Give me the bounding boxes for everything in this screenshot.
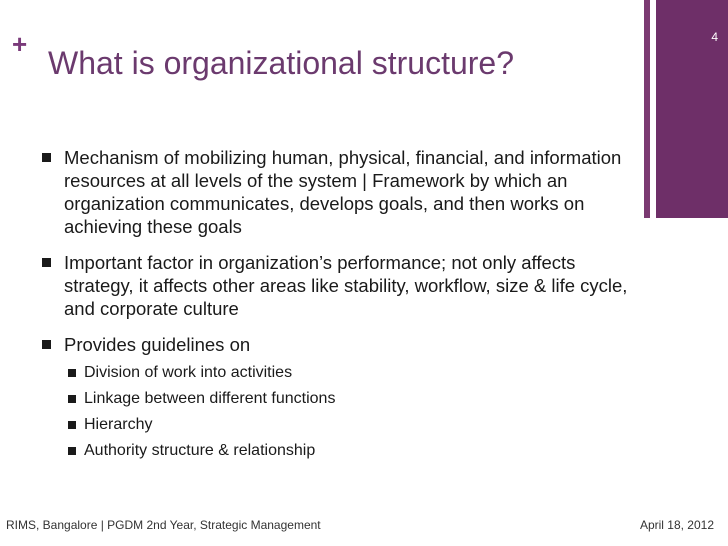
accent-bar-wide: [656, 0, 728, 218]
plus-icon: +: [12, 29, 28, 59]
bullet-text: Important factor in organization’s performance; not only affects strategy, it affects other areas like stability, workflow, size & life cycle, and corporate culture: [64, 252, 628, 319]
sub-bullet-text: Division of work into activities: [84, 364, 293, 381]
bullet-item: [38, 251, 638, 320]
square-bullet-icon: [42, 340, 51, 349]
sub-bullet-item: [38, 412, 638, 438]
square-bullet-icon: [68, 395, 76, 403]
slide-title: What is organizational structure?: [48, 45, 514, 81]
bullet-text: Provides guidelines on: [64, 334, 251, 355]
sub-bullet-list: [38, 360, 638, 464]
square-bullet-icon: [68, 369, 76, 377]
footer-date: April 18, 2012: [639, 518, 714, 532]
slide-number: 4: [711, 30, 718, 44]
sub-bullet-item: [38, 360, 638, 386]
sub-bullet-item: [38, 438, 638, 464]
sub-bullet-text: Linkage between different functions: [84, 390, 336, 407]
bullet-item: [38, 146, 638, 238]
sub-bullet-text: Authority structure & relationship: [84, 442, 316, 459]
square-bullet-icon: [68, 421, 76, 429]
sub-bullet-text: Hierarchy: [84, 416, 153, 433]
bullet-item: [38, 333, 638, 356]
footer-source: RIMS, Bangalore | PGDM 2nd Year, Strategic Management: [6, 518, 321, 532]
slide-content: [38, 146, 638, 464]
square-bullet-icon: [42, 258, 51, 267]
square-bullet-icon: [68, 447, 76, 455]
bullet-text: Mechanism of mobilizing human, physical, financial, and information resources at all levels of the system | Framework by which an organization communicates, develops goals, and then works on achieving these goals: [64, 147, 622, 237]
square-bullet-icon: [42, 153, 51, 162]
sub-bullet-item: [38, 386, 638, 412]
accent-bar-thin: [644, 0, 650, 218]
